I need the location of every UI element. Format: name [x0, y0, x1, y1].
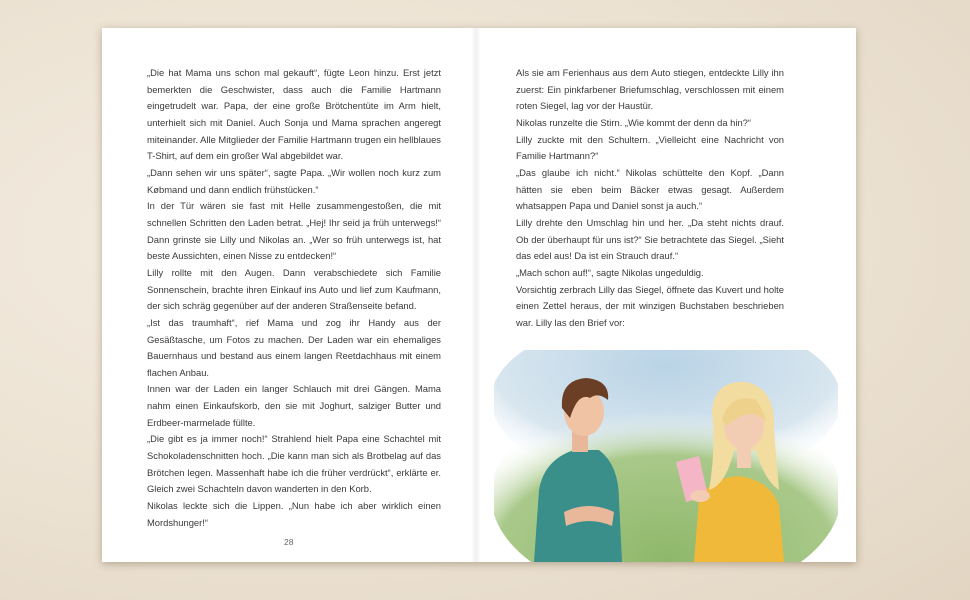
- paragraph: Innen war der Laden ein langer Schlauch mit drei Gängen. Mama nahm einen Einkaufskorb, den sie mit Joghurt, salziger Butter und Erdbeer-marmelade füllte.: [147, 383, 441, 428]
- paragraph: Vorsichtig zerbrach Lilly das Siegel, öffnete das Kuvert und holte einen Zettel heraus, der mit winzigen Buchstaben beschrieben war. Lilly las den Brief vor:: [516, 283, 784, 328]
- paragraph: „Die gibt es ja immer noch!“ Strahlend hielt Papa eine Schachtel mit Schokoladenschnitten hoch. „Die kann man sich als Brotbelag auf das Brötchen legen. Massenhaft habe ich die früher verdrückt“, erklärte er. Gleich zwei Schachteln davon wanderten in den Korb.: [147, 433, 441, 495]
- paragraph: „Ist das traumhaft“, rief Mama und zog ihr Handy aus der Gesäßtasche, um Fotos zu machen. Der Laden war ein ehemaliges Bauernhaus und bestand aus einem langen Reetdachhaus mit einem flachen Anbau.: [147, 316, 441, 378]
- paragraph: Lilly zuckte mit den Schultern. „Vielleicht eine Nachricht von Familie Hartmann?“: [516, 133, 784, 162]
- paragraph: In der Tür wären sie fast mit Helle zusammengestoßen, die mit schnellen Schritten den Laden betrat. „Hej! Ihr seid ja früh unterwegs!“ Dann grinste sie Lilly und Nikolas an. „Wer so früh unterwegs ist, hat beste Aussichten, einen Nisse zu entdecken!“: [147, 200, 441, 262]
- paragraph: „Mach schon auf!“, sagte Nikolas ungeduldig.: [516, 266, 704, 278]
- right-page-text: [516, 65, 784, 332]
- illustration-children-with-letter: [494, 350, 838, 562]
- paragraph: Nikolas leckte sich die Lippen. „Nun habe ich aber wirklich einen Mordshunger!“: [147, 500, 441, 528]
- book-spread: [102, 28, 856, 562]
- paragraph: Als sie am Ferienhaus aus dem Auto stiegen, entdeckte Lilly ihn zuerst: Ein pinkfarbener Briefumschlag, verschlossen mit einem roten Siegel, lag vor der Haustür.: [516, 67, 784, 112]
- page-number: 28: [284, 537, 294, 547]
- paragraph: „Das glaube ich nicht.“ Nikolas schüttelte den Kopf. „Dann hätten sie eben beim Bäcker etwas gesagt. Außerdem whatsappen Papa und Daniel sonst ja auch.“: [516, 166, 784, 212]
- paragraph: Nikolas runzelte die Stirn. „Wie kommt der denn da hin?“: [516, 116, 751, 128]
- paragraph: „Die hat Mama uns schon mal gekauft“, fügte Leon hinzu. Erst jetzt bemerkten die Geschwister, dass auch die Familie Hartmann eingetrudelt war. Papa, der eine große Brötchentüte im Arm hielt, unterhielt sich mit Daniel. Auch Sonja und Mama sprachen angeregt miteinander. Alle Mitglieder der Familie Hartmann trugen ein hellblaues T-Shirt, auf dem ein großer Wal abgebildet war.: [147, 67, 441, 162]
- paragraph: Lilly drehte den Umschlag hin und her. „Da steht nichts drauf. Ob der überhaupt für uns ist?“ Sie betrachtete das Siegel. „Sieht das edel aus! Da ist ein Strauch drauf.“: [516, 216, 784, 262]
- paragraph: „Dann sehen wir uns später“, sagte Papa. „Wir wollen noch kurz zum Købmand und dann endlich frühstücken.“: [147, 166, 441, 195]
- left-page-text: [147, 65, 441, 531]
- book-spine: [471, 28, 481, 562]
- paragraph: Lilly rollte mit den Augen. Dann verabschiedete sich Familie Sonnenschein, brachte ihren Einkauf ins Auto und lief zum Kaufmann, der sich schräg gegenüber auf der anderen Straßenseite befand.: [147, 266, 441, 312]
